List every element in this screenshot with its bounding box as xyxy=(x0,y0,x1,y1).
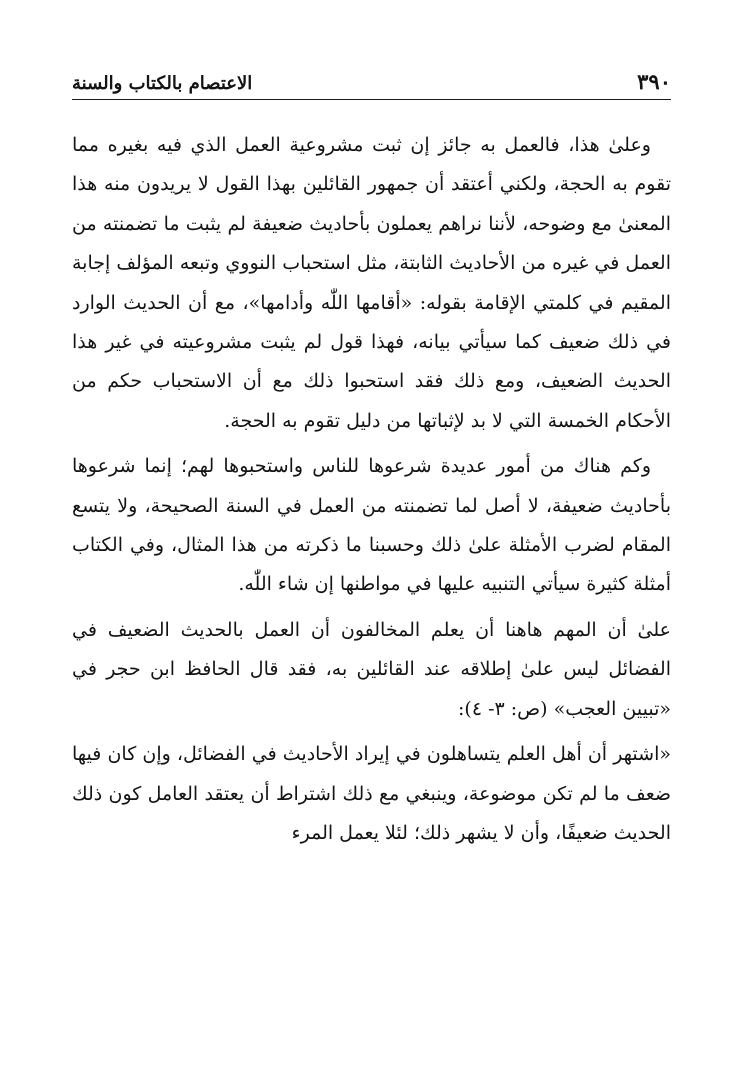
header-rule xyxy=(72,99,671,100)
paragraph-1: وعلىٰ هذا، فالعمل به جائز إن ثبت مشروعية العمل الذي فيه بغيره مما تقوم به الحجة، ولكني أعتقد أن جمهور القائلين بهذا القول لا يريدون منه هذا المعنىٰ مع وضوحه، لأننا نراهم يعملون بأحاديث ضعيفة لم يثبت ما تضمنته من العمل في غيره من الأحاديث الثابتة، مثل استحباب النووي وتبعه المؤلف إجابة المقيم في كلمتي الإقامة بقوله: «أقامها اللّٰه وأدامها»، مع أن الحديث الوارد في ذلك ضعيف كما سيأتي بيانه، فهذا قول لم يثبت مشروعيته في غير هذا الحديث الضعيف، ومع ذلك فقد استحبوا ذلك مع أن الاستحباب حكم من الأحكام الخمسة التي لا بد لإثباتها من دليل تقوم به الحجة. xyxy=(72,134,671,432)
paragraph-4-quote: «اشتهر أن أهل العلم يتساهلون في إيراد الأحاديث في الفضائل، وإن كان فيها ضعف ما لم تكن موضوعة، وينبغي مع ذلك اشتراط أن يعتقد العامل كون ذلك الحديث ضعيفًا، وأن لا يشهر ذلك؛ لئلا يعمل المرء xyxy=(72,743,671,844)
running-title: الاعتصام بالكتاب والسنة xyxy=(72,73,253,94)
page-number: ٣٩٠ xyxy=(637,69,671,94)
body-text xyxy=(72,126,671,853)
running-header xyxy=(72,62,671,94)
paragraph-2: وكم هناك من أمور عديدة شرعوها للناس واستحبوها لهم؛ إنما شرعوها بأحاديث ضعيفة، لا أصل لما تضمنته من العمل في السنة الصحيحة، ولا يتسع المقام لضرب الأمثلة علىٰ ذلك وحسبنا ما ذكرته من هذا المثال، وفي الكتاب أمثلة كثيرة سيأتي التنبيه عليها في مواطنها إن شاء اللّٰه. xyxy=(72,455,671,596)
paragraph-3: علىٰ أن المهم هاهنا أن يعلم المخالفون أن العمل بالحديث الضعيف في الفضائل ليس علىٰ إطلاقه عند القائلين به، فقد قال الحافظ ابن حجر في «تبيين العجب» (ص: ٣- ٤): xyxy=(72,618,671,720)
